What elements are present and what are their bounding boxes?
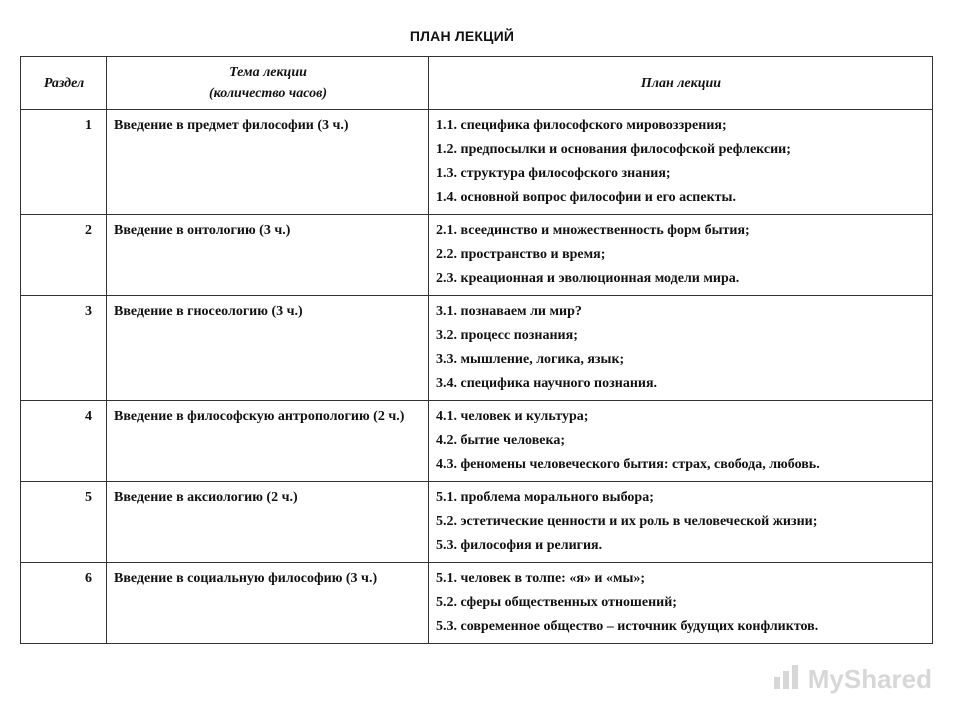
table-row: [21, 401, 933, 482]
row-topic: Введение в предмет философии (3 ч.): [107, 110, 429, 215]
watermark: [772, 661, 932, 698]
plan-item: 2.2. пространство и время;: [436, 247, 606, 262]
table-row: [21, 215, 933, 296]
row-section-number: 1: [21, 110, 107, 215]
table-header-row: [21, 57, 933, 110]
table-row: [21, 563, 933, 644]
row-plan: [429, 482, 933, 563]
row-section-number: 3: [21, 296, 107, 401]
plan-item: 3.1. познаваем ли мир?: [436, 304, 582, 319]
plan-item: 5.1. проблема морального выбора;: [436, 490, 654, 505]
row-section-number: 4: [21, 401, 107, 482]
row-section-number: 6: [21, 563, 107, 644]
row-plan: [429, 401, 933, 482]
row-plan: [429, 215, 933, 296]
plan-item: 1.1. специфика философского мировоззрения;: [436, 118, 727, 133]
header-topic-title: Тема лекции: [229, 65, 307, 80]
plan-item: 2.3. креационная и эволюционная модели мира.: [436, 271, 740, 286]
plan-item: 5.1. человек в толпе: «я» и «мы»;: [436, 571, 646, 586]
row-plan: [429, 296, 933, 401]
row-topic: Введение в философскую антропологию (2 ч.): [107, 401, 429, 482]
page-title: ПЛАН ЛЕКЦИЙ: [409, 28, 515, 44]
plan-item: 4.3. феномены человеческого бытия: страх, свобода, любовь.: [436, 457, 820, 472]
plan-item: 4.1. человек и культура;: [436, 409, 589, 424]
header-section: Раздел: [21, 57, 107, 110]
lecture-plan-table: [20, 56, 933, 644]
header-plan: План лекции: [429, 57, 933, 110]
header-topic: [107, 57, 429, 110]
plan-item: 1.4. основной вопрос философии и его аспекты.: [436, 190, 736, 205]
row-plan: [429, 563, 933, 644]
header-topic-hours: (количество часов): [208, 86, 328, 101]
plan-item: 5.3. философия и религия.: [436, 538, 603, 553]
table-row: [21, 110, 933, 215]
myshared-logo-icon: [772, 661, 802, 698]
row-topic: Введение в гносеологию (3 ч.): [107, 296, 429, 401]
plan-item: 1.3. структура философского знания;: [436, 166, 671, 181]
row-topic: Введение в социальную философию (3 ч.): [107, 563, 429, 644]
plan-item: 5.2. сферы общественных отношений;: [436, 595, 677, 610]
row-section-number: 5: [21, 482, 107, 563]
plan-item: 5.3. современное общество – источник будущих конфликтов.: [436, 619, 819, 634]
plan-item: 4.2. бытие человека;: [436, 433, 565, 448]
row-section-number: 2: [21, 215, 107, 296]
plan-item: 5.2. эстетические ценности и их роль в человеческой жизни;: [436, 514, 818, 529]
row-topic: Введение в аксиологию (2 ч.): [107, 482, 429, 563]
row-topic: Введение в онтологию (3 ч.): [107, 215, 429, 296]
plan-item: 3.2. процесс познания;: [436, 328, 578, 343]
plan-item: 3.3. мышление, логика, язык;: [436, 352, 625, 367]
row-plan: [429, 110, 933, 215]
plan-item: 2.1. всеединство и множественность форм бытия;: [436, 223, 750, 238]
plan-item: 3.4. специфика научного познания.: [436, 376, 658, 391]
plan-item: 1.2. предпосылки и основания философской рефлексии;: [436, 142, 791, 157]
watermark-text: MyShared: [807, 664, 932, 694]
table-row: [21, 296, 933, 401]
table-row: [21, 482, 933, 563]
